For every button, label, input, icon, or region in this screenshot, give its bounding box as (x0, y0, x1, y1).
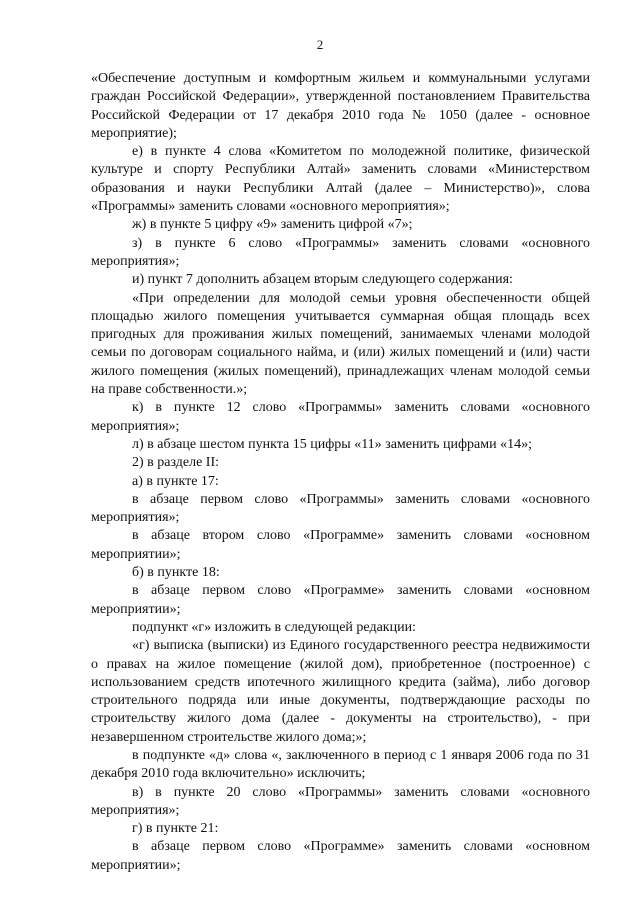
paragraph: е) в пункте 4 слова «Комитетом по молодежной политике, физической культуре и спорту Республики Алтай» заменить словами «Министерством образования и науки Республики Алтай (далее – Министерство)», слова «Программы» заменить словами «основного мероприятия»; (91, 144, 590, 215)
paragraph: г) в пункте 21: (132, 821, 219, 837)
paragraph: подпункт «г» изложить в следующей редакции: (132, 619, 416, 635)
paragraph: «При определении для молодой семьи уровня обеспеченности общей площадью жилого помещения учитывается суммарная общая площадь всех пригодных для проживания жилых помещений, занимаемых членами молодой семьи по договорам социального найма, и (или) жилых помещений и (или) части жилого помещения (жилых помещений), принадлежащих членам молодой семьи на праве собственности.»; (91, 290, 590, 398)
paragraph: в) в пункте 20 слово «Программы» заменить словами «основного мероприятия»; (91, 784, 590, 818)
paragraph: и) пункт 7 дополнить абзацем вторым следующего содержания: (132, 272, 513, 288)
page-number: 2 (316, 37, 324, 52)
paragraph: б) в пункте 18: (132, 565, 220, 581)
paragraph: в абзаце первом слово «Программы» заменить словами «основного мероприятия»; (91, 491, 590, 526)
paragraph: к) в пункте 12 слово «Программы» заменить словами «основного мероприятия»; (91, 400, 590, 434)
paragraph: в абзаце втором слово «Программе» заменить словами «основном мероприятии»; (91, 528, 590, 562)
paragraph: в подпункте «д» слова «, заключенного в период с 1 января 2006 года по 31 декабря 2010 года включительно» исключить; (91, 747, 590, 782)
paragraph: а) в пункте 17: (132, 473, 219, 489)
paragraph: в абзаце первом слово «Программе» заменить словами «основном мероприятии»; (91, 583, 590, 617)
document-body (91, 70, 590, 875)
paragraph: 2) в разделе II: (132, 455, 220, 471)
paragraph: л) в абзаце шестом пункта 15 цифры «11» заменить цифрами «14»; (132, 436, 532, 452)
paragraph: в абзаце первом слово «Программе» заменить словами «основном мероприятии»; (91, 839, 590, 873)
paragraph: ж) в пункте 5 цифру «9» заменить цифрой «7»; (132, 217, 413, 233)
paragraph: «Обеспечение доступным и комфортным жильем и коммунальными услугами граждан Российской Федерации», утвержденной постановлением Правительства Российской Федерации от 17 декабря 2010 года № 1050 (далее - основное мероприятие); (91, 71, 590, 141)
paragraph: «г) выписка (выписки) из Единого государственного реестра недвижимости о правах на жилое помещение (жилой дом), приобретенное (построенное) с использованием средств ипотечного жилищного кредита (займа), либо договор строительного подряда или иные документы, подтверждающие расходы по строительству жилого дома (далее - документы на строительство), - при незавершенном строительстве жилого дома;»; (91, 638, 590, 745)
paragraph: з) в пункте 6 слово «Программы» заменить словами «основного мероприятия»; (91, 235, 590, 269)
